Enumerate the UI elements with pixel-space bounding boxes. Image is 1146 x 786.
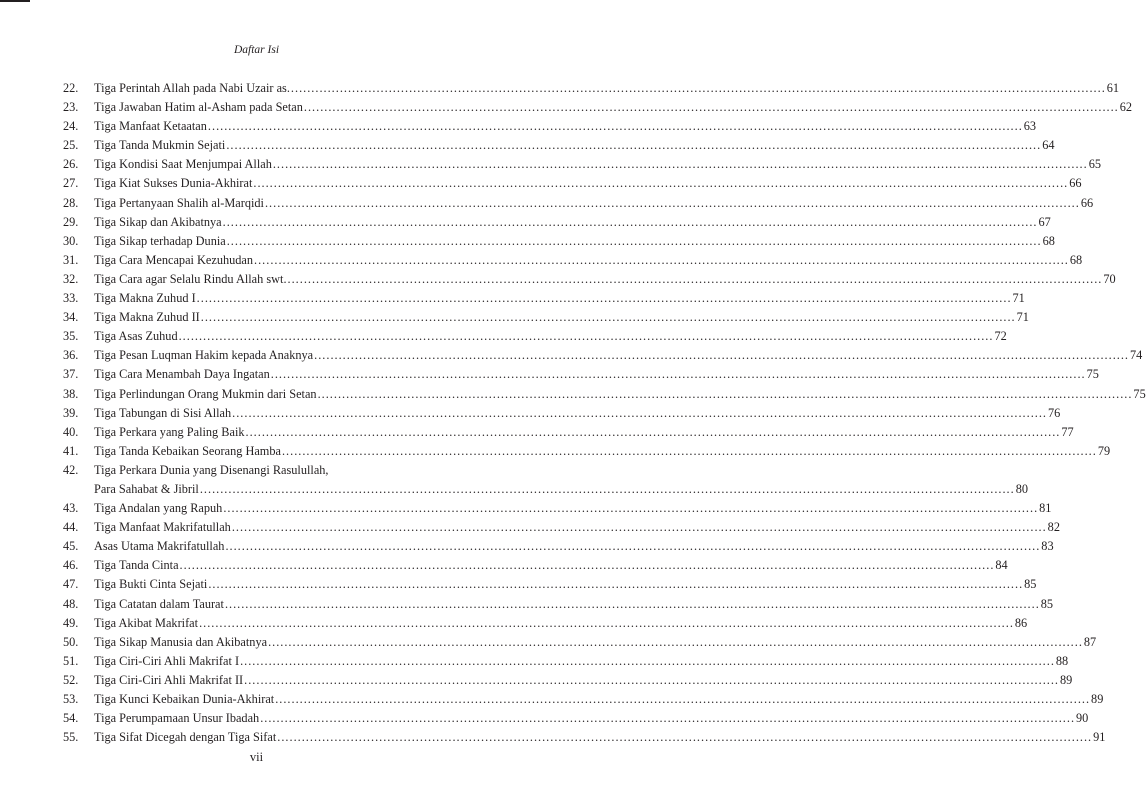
entry-title: Tiga Akibat Makrifat <box>94 615 199 630</box>
entry-page-number: 70 <box>1103 271 1116 286</box>
dot-leader: ........................................................................................................................................................................................................ <box>314 348 1129 363</box>
entry-title: Tiga Manfaat Ketaatan <box>94 119 207 134</box>
entry-page-number: 75 <box>1133 386 1146 401</box>
toc-entry <box>63 404 1061 423</box>
toc-entry <box>63 98 1133 117</box>
entry-number: 25. <box>63 138 79 153</box>
toc-entry <box>63 365 1099 384</box>
dot-leader: ........................................................................................................................................................................................................ <box>275 692 1091 706</box>
entry-title: Asas Utama Makrifatullah <box>94 539 225 554</box>
dot-leader: ........................................................................................................................................................................................................ <box>200 310 1016 325</box>
toc-entry <box>63 308 1029 327</box>
toc-entry <box>63 728 1106 747</box>
toc-entry <box>63 633 1097 652</box>
toc-entry <box>63 346 1143 365</box>
entry-page-number: 62 <box>1119 100 1133 115</box>
entry-page-number: 89 <box>1091 692 1104 706</box>
dot-leader: ........................................................................................................................................................................................................ <box>196 291 1012 306</box>
entry-page-number: 86 <box>1014 615 1028 630</box>
entry-page-number: 67 <box>1038 214 1051 229</box>
dot-leader: ........................................................................................................................................................................................................ <box>264 195 1080 210</box>
toc-entry <box>63 575 1037 594</box>
crop-mark <box>0 0 30 2</box>
toc-entry <box>63 595 1054 614</box>
toc-entry <box>63 461 439 480</box>
entry-title: Tiga Asas Zuhud <box>94 329 178 344</box>
entry-page-number: 89 <box>1060 672 1073 687</box>
dot-leader: ........................................................................................................................................................................................................ <box>254 252 1069 267</box>
entry-number: 32. <box>63 271 79 286</box>
entry-number: 46. <box>63 558 79 573</box>
entry-title: Tiga Kondisi Saat Menjumpai Allah <box>94 157 272 172</box>
entry-title: Tiga Perumpamaan Unsur Ibadah <box>94 711 260 726</box>
dot-leader: ........................................................................................................................................................................................................ <box>290 81 1106 95</box>
entry-title: Tiga Bukti Cinta Sejati <box>94 577 208 592</box>
entry-page-number: 68 <box>1069 252 1083 267</box>
entry-title: Tiga Pertanyaan Shalih al-Marqidi <box>94 195 264 210</box>
entry-page-number: 91 <box>1093 730 1106 745</box>
dot-leader: ........................................................................................................................................................................................................ <box>225 539 1041 554</box>
dot-leader: ........................................................................................................................................................................................................ <box>223 501 1039 516</box>
dot-leader: ........................................................................................................................................................................................................ <box>232 405 1047 420</box>
entry-page-number: 66 <box>1080 195 1094 210</box>
entry-number: 45. <box>63 539 79 554</box>
toc-entry <box>63 518 1060 537</box>
dot-leader: ........................................................................................................................................................................................................ <box>224 596 1040 611</box>
toc-entry <box>63 442 1111 461</box>
toc-entry <box>63 385 1146 404</box>
entry-number: 37. <box>63 367 79 382</box>
entry-page-number: 90 <box>1076 711 1089 726</box>
toc-entry <box>63 556 1008 575</box>
entry-number: 27. <box>63 176 79 191</box>
entry-title: Tiga Andalan yang Rapuh <box>94 501 223 516</box>
entry-title: Tiga Perlindungan Orang Mukmin dari Setan <box>94 386 317 401</box>
entry-title: Tiga Sikap terhadap Dunia <box>94 233 226 248</box>
toc-entry <box>63 671 1073 690</box>
entry-title: Tiga Perkara Dunia yang Disenangi Rasulullah, <box>94 462 329 477</box>
dot-leader: ........................................................................................................................................................................................................ <box>281 443 1097 458</box>
entry-title: Tiga Kunci Kebaikan Dunia-Akhirat <box>94 692 275 706</box>
dot-leader: ........................................................................................................................................................................................................ <box>268 634 1083 649</box>
entry-page-number: 71 <box>1012 291 1025 306</box>
toc-entry <box>63 117 1037 136</box>
toc-entry <box>63 480 1028 499</box>
entry-title: Tiga Tanda Kebaikan Seorang Hamba <box>94 443 281 458</box>
dot-leader: ........................................................................................................................................................................................................ <box>277 730 1093 745</box>
toc-entry <box>63 270 1116 289</box>
toc-entry <box>63 614 1028 633</box>
toc-entry <box>63 709 1089 728</box>
entry-number: 51. <box>63 653 79 668</box>
entry-page-number: 66 <box>1069 176 1082 191</box>
entry-number: 28. <box>63 195 79 210</box>
dot-leader: ........................................................................................................................................................................................................ <box>272 157 1088 172</box>
entry-page-number: 83 <box>1041 539 1054 554</box>
entry-number: 49. <box>63 615 79 630</box>
toc-entry <box>63 251 1083 270</box>
toc-entry <box>63 213 1051 232</box>
entry-page-number: 64 <box>1042 138 1055 153</box>
entry-title: Para Sahabat & Jibril <box>94 481 199 496</box>
entry-title: Tiga Makna Zuhud I <box>94 291 196 306</box>
entry-title: Tiga Ciri-Ciri Ahli Makrifat I <box>94 653 240 668</box>
entry-title: Tiga Cara agar Selalu Rindu Allah swt. <box>94 271 287 286</box>
entry-title: Tiga Makna Zuhud II <box>94 310 200 325</box>
entry-title: Tiga Pesan Luqman Hakim kepada Anaknya <box>94 348 314 363</box>
entry-page-number: 65 <box>1088 157 1101 172</box>
dot-leader: ........................................................................................................................................................................................................ <box>222 214 1038 229</box>
entry-page-number: 80 <box>1015 481 1028 496</box>
toc-entry <box>63 194 1094 213</box>
dot-leader: ........................................................................................................................................................................................................ <box>231 520 1047 535</box>
entry-title: Tiga Tanda Mukmin Sejati <box>94 138 226 153</box>
entry-number: 22. <box>63 81 79 95</box>
toc-entry <box>63 423 1074 442</box>
entry-number: 48. <box>63 596 79 611</box>
entry-page-number: 77 <box>1061 424 1074 439</box>
running-head: Daftar Isi <box>233 44 280 56</box>
toc-entry <box>63 499 1052 518</box>
entry-page-number: 84 <box>995 558 1008 573</box>
entry-title: Tiga Tabungan di Sisi Allah <box>94 405 232 420</box>
entry-title: Tiga Sikap Manusia dan Akibatnya <box>94 634 268 649</box>
entry-page-number: 75 <box>1086 367 1099 382</box>
toc-entry <box>63 652 1069 671</box>
toc-entry <box>63 155 1101 174</box>
table-of-contents <box>63 79 1146 747</box>
toc-entry <box>63 79 1120 98</box>
dot-leader: ........................................................................................................................................................................................................ <box>244 672 1059 687</box>
toc-entry <box>63 232 1055 251</box>
dot-leader: ........................................................................................................................................................................................................ <box>178 329 994 344</box>
entry-number: 26. <box>63 157 79 172</box>
entry-page-number: 87 <box>1083 634 1097 649</box>
toc-entry <box>63 690 1104 709</box>
dot-leader: ........................................................................................................................................................................................................ <box>287 271 1103 286</box>
dot-leader: ........................................................................................................................................................................................................ <box>245 424 1061 439</box>
entry-number: 43. <box>63 501 79 516</box>
entry-number: 36. <box>63 348 79 363</box>
entry-title: Tiga Ciri-Ciri Ahli Makrifat II <box>94 672 244 687</box>
entry-number: 55. <box>63 730 79 745</box>
entry-number: 44. <box>63 520 79 535</box>
entry-title: Tiga Catatan dalam Taurat <box>94 596 224 611</box>
entry-number: 42. <box>63 462 79 477</box>
entry-number: 34. <box>63 310 79 325</box>
entry-number: 54. <box>63 711 79 726</box>
entry-number: 23. <box>63 100 79 115</box>
entry-title: Tiga Manfaat Makrifatullah <box>94 520 231 535</box>
entry-number: 31. <box>63 252 79 267</box>
entry-number: 33. <box>63 291 79 306</box>
entry-page-number: 88 <box>1055 653 1069 668</box>
entry-title: Tiga Jawaban Hatim al-Asham pada Setan <box>94 100 303 115</box>
entry-title: Tiga Sifat Dicegah dengan Tiga Sifat <box>94 730 277 745</box>
dot-leader: ........................................................................................................................................................................................................ <box>226 138 1042 153</box>
entry-number: 40. <box>63 424 79 439</box>
dot-leader: ........................................................................................................................................................................................................ <box>226 233 1042 248</box>
toc-entry <box>63 289 1025 308</box>
entry-title: Tiga Tanda Cinta <box>94 558 179 573</box>
dot-leader: ........................................................................................................................................................................................................ <box>199 481 1015 496</box>
entry-number: 30. <box>63 233 79 248</box>
toc-entry <box>63 174 1082 193</box>
entry-title: Tiga Kiat Sukses Dunia-Akhirat <box>94 176 253 191</box>
entry-page-number: 74 <box>1129 348 1143 363</box>
entry-number: 38. <box>63 386 79 401</box>
dot-leader: ........................................................................................................................................................................................................ <box>317 386 1133 401</box>
entry-page-number: 82 <box>1047 520 1060 535</box>
entry-number: 35. <box>63 329 79 344</box>
entry-title: Tiga Perkara yang Paling Baik <box>94 424 245 439</box>
dot-leader: ........................................................................................................................................................................................................ <box>260 711 1076 726</box>
entry-title: Tiga Cara Mencapai Kezuhudan <box>94 252 254 267</box>
entry-page-number: 63 <box>1023 119 1037 134</box>
entry-title: Tiga Cara Menambah Daya Ingatan <box>94 367 270 382</box>
dot-leader: ........................................................................................................................................................................................................ <box>240 653 1055 668</box>
dot-leader: ........................................................................................................................................................................................................ <box>207 119 1023 134</box>
page-number: vii <box>249 750 264 764</box>
entry-page-number: 72 <box>994 329 1007 344</box>
entry-number: 41. <box>63 443 79 458</box>
dot-leader: ........................................................................................................................................................................................................ <box>253 176 1069 191</box>
entry-title: Tiga Sikap dan Akibatnya <box>94 214 222 229</box>
toc-entry <box>63 537 1054 556</box>
entry-page-number: 68 <box>1042 233 1055 248</box>
entry-number: 52. <box>63 672 79 687</box>
toc-entry <box>63 136 1055 155</box>
entry-number: 53. <box>63 692 79 706</box>
entry-number: 47. <box>63 577 79 592</box>
entry-page-number: 85 <box>1024 577 1037 592</box>
dot-leader: ........................................................................................................................................................................................................ <box>270 367 1086 382</box>
dot-leader: ........................................................................................................................................................................................................ <box>199 615 1014 630</box>
entry-number: 24. <box>63 119 79 134</box>
entry-page-number: 61 <box>1106 81 1120 95</box>
dot-leader: ........................................................................................................................................................................................................ <box>303 100 1119 115</box>
entry-number: 29. <box>63 214 79 229</box>
entry-title: Tiga Perintah Allah pada Nabi Uzair as. <box>94 81 290 95</box>
entry-page-number: 79 <box>1097 443 1111 458</box>
entry-number: 39. <box>63 405 79 420</box>
entry-number: 50. <box>63 634 79 649</box>
toc-entry <box>63 327 1007 346</box>
dot-leader: ........................................................................................................................................................................................................ <box>208 577 1024 592</box>
dot-leader: ........................................................................................................................................................................................................ <box>179 558 995 573</box>
entry-page-number: 81 <box>1039 501 1052 516</box>
entry-page-number: 85 <box>1040 596 1054 611</box>
entry-page-number: 76 <box>1048 405 1061 420</box>
entry-page-number: 71 <box>1016 310 1029 325</box>
